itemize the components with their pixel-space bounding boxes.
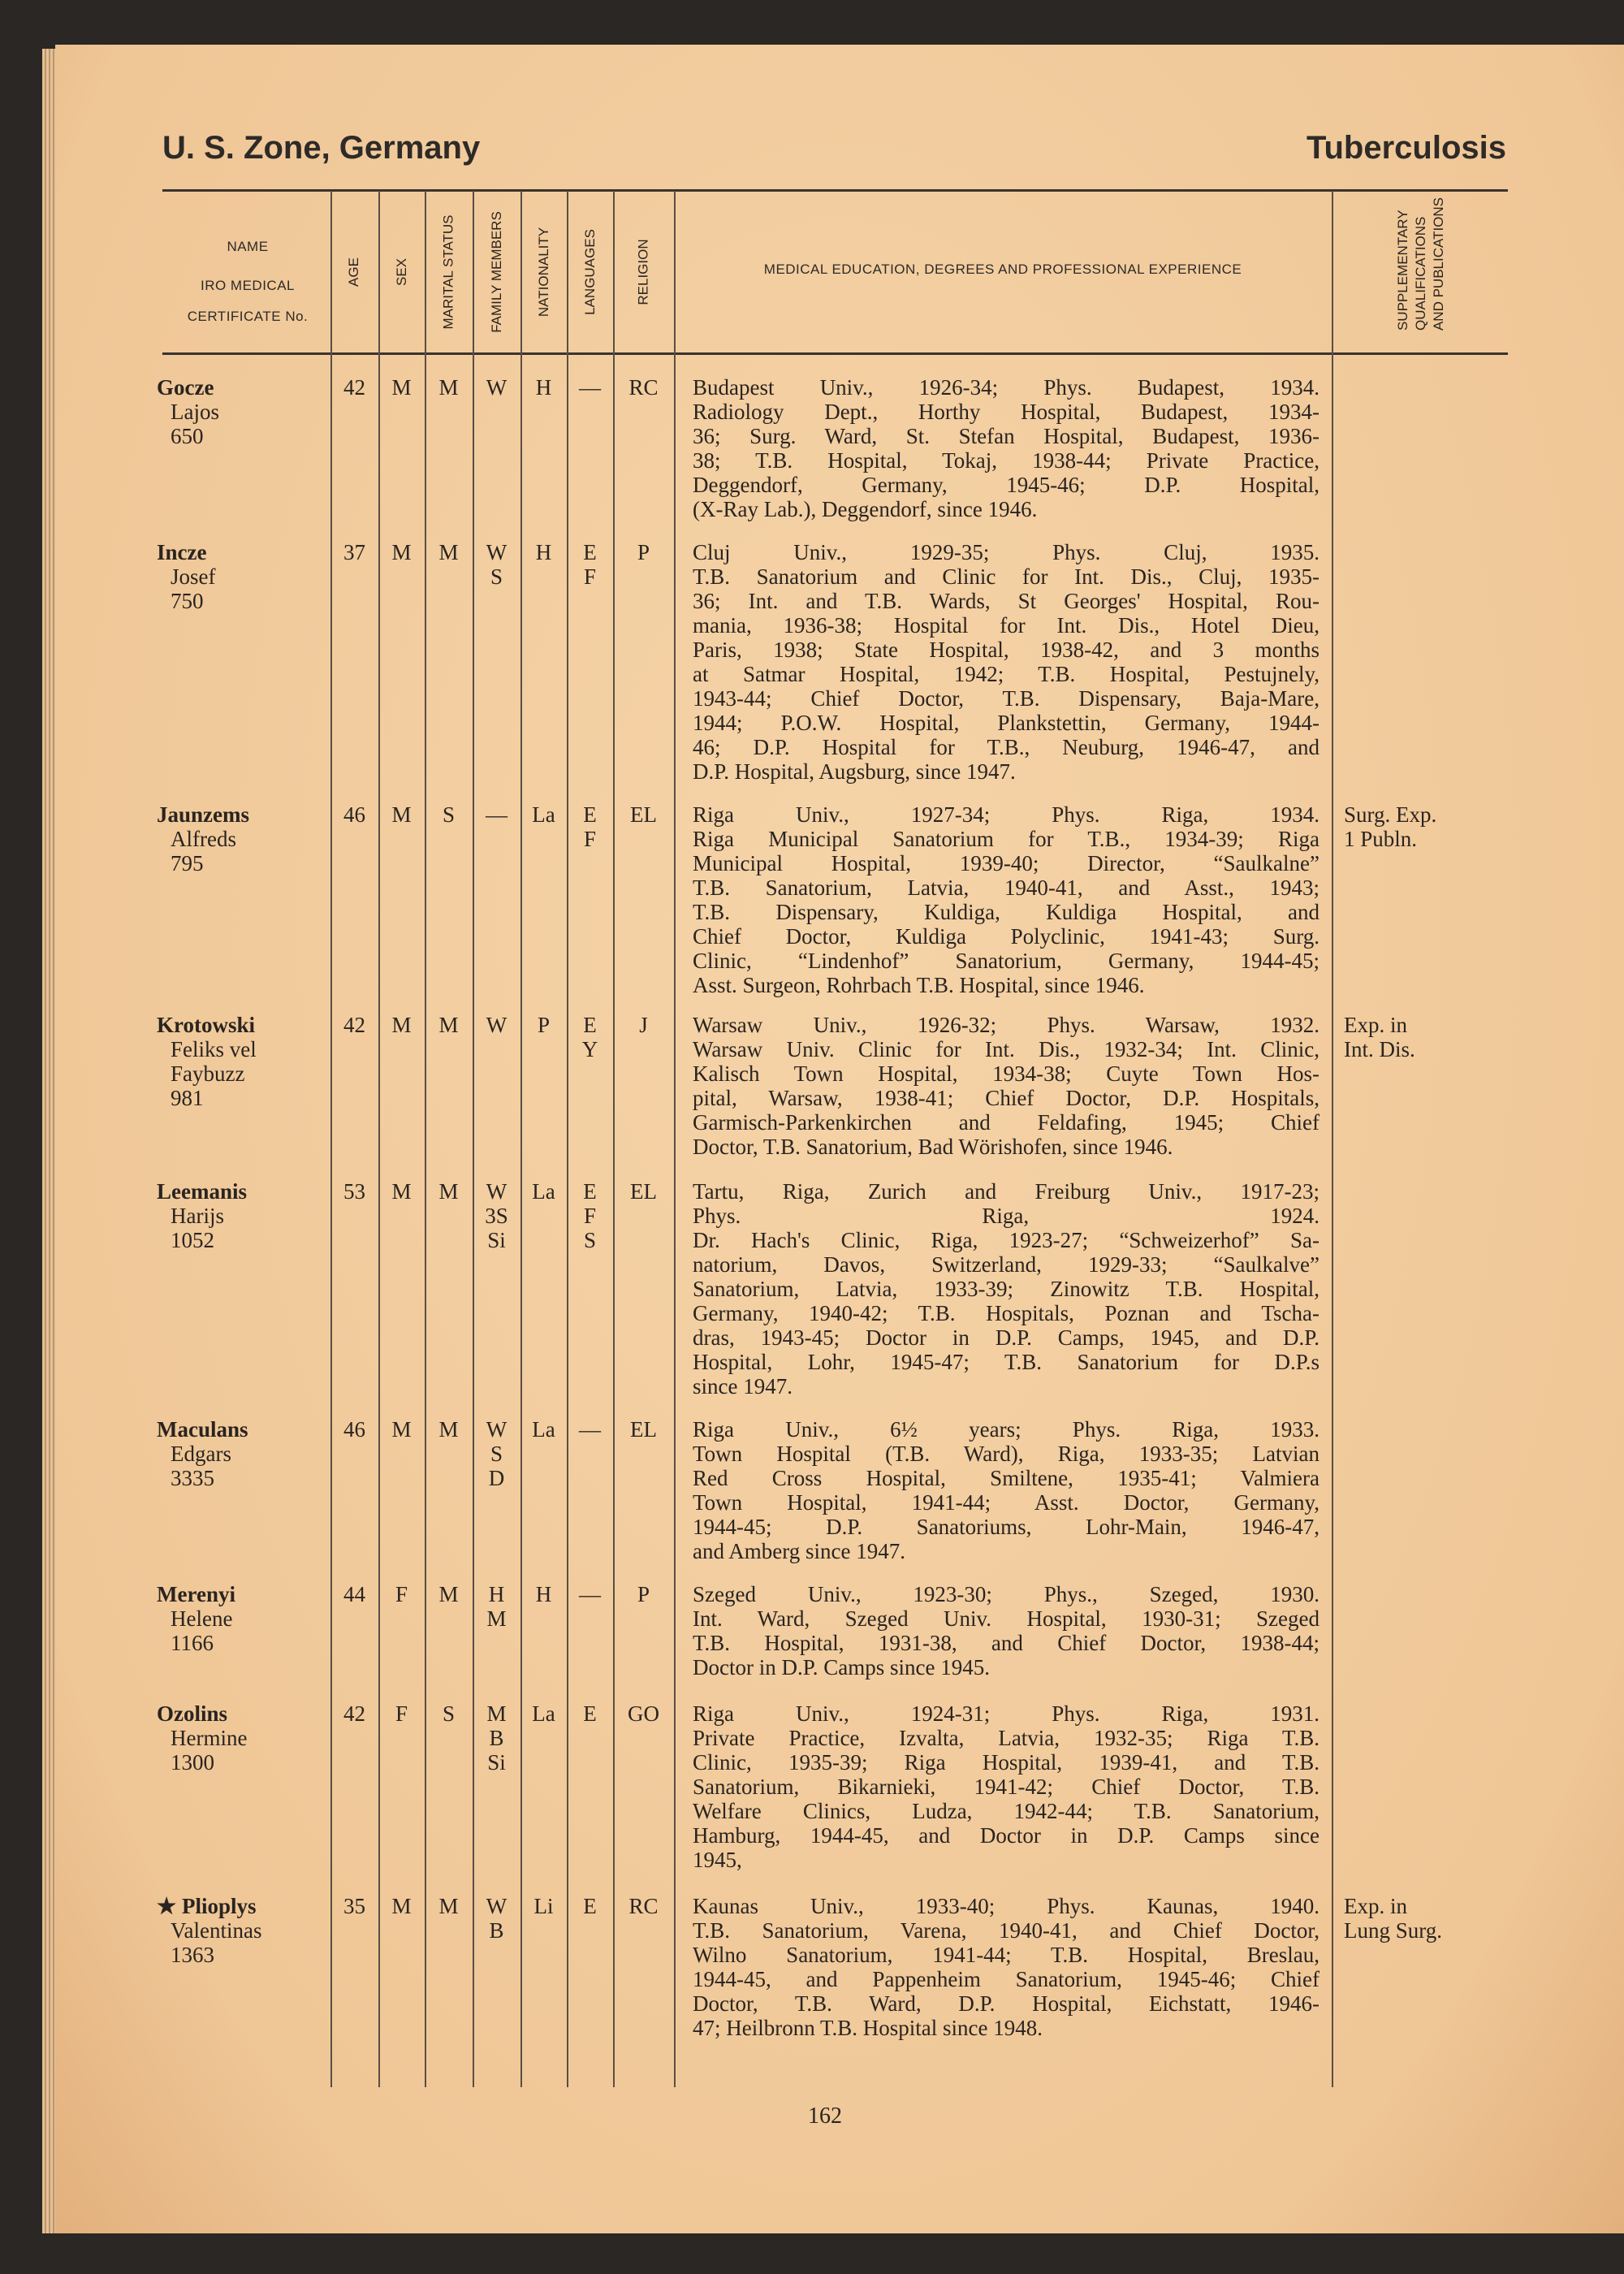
cell-age: 37 (343, 540, 365, 564)
doctor-name: Gocze Lajos 650 (157, 375, 219, 448)
supplementary-qualifications: Exp. in Lung Surg. (1344, 1894, 1443, 1943)
cell-marital: S (442, 1701, 456, 1726)
certificate-number: 981 (171, 1086, 204, 1110)
cell-marital: M (438, 1179, 459, 1204)
cell-nationality: H (535, 540, 552, 564)
experience-text: Tartu, Riga, Zurich and Freiburg Univ., 1917-23; Phys. Riga, 1924. Dr. Hach's Clinic, Riga, 1923-27; “Schweizerhof” Sa- natorium, Davos, Switzerland, 1929-33; “Saulkalve” Sanatorium, Latvia, 1933-39; Zinowitz T.B. Hospital, Germany, 1940-42; T.B. Hospitals, Poznan and Tscha- dras, 1943-45; Doctor in D.P. Camps, 1945, and D.P. Hospital, Lohr, 1945-47; T.B. Sanatorium for D.P.s since 1947. (693, 1179, 1320, 1399)
given-name: Alfreds (171, 827, 236, 851)
header-top-rule (162, 189, 1508, 192)
running-head-right: Tuberculosis (1307, 130, 1506, 166)
cell-sex: M (391, 1894, 412, 1918)
cell-languages: — (579, 1417, 601, 1442)
column-divider (520, 191, 522, 2087)
column-header-marital: MARITAL STATUS (441, 214, 457, 330)
cell-sex: F (395, 1701, 408, 1726)
cell-nationality: La (532, 1417, 555, 1442)
cell-religion: P (637, 1582, 650, 1606)
certificate-number: 795 (171, 851, 204, 875)
cell-sex: M (391, 802, 412, 827)
given-name: Lajos (171, 400, 219, 424)
cell-languages: — (579, 1582, 601, 1606)
page-number: 162 (808, 2103, 842, 2129)
column-header-supplementary: SUPPLEMENTARY QUALIFICATIONS AND PUBLICATIONS (1395, 197, 1446, 331)
cell-sex: M (391, 1417, 412, 1442)
column-divider (425, 191, 426, 2087)
doctor-name: Incze Josef 750 (157, 540, 216, 613)
cell-age: 46 (343, 1417, 365, 1442)
cell-sex: M (391, 540, 412, 564)
cell-family: H M (486, 1582, 507, 1631)
cell-marital: M (438, 1894, 459, 1918)
cell-languages: E Y (581, 1013, 598, 1061)
cell-sex: M (391, 1013, 412, 1037)
column-header-sex: SEX (394, 257, 409, 287)
cell-marital: M (438, 540, 459, 564)
column-divider (567, 191, 568, 2087)
given-name: Feliks vel (171, 1037, 257, 1061)
given-name: Edgars (171, 1442, 231, 1466)
cell-nationality: Li (533, 1894, 554, 1918)
cell-marital: M (438, 375, 459, 400)
name-label: NAME (227, 239, 269, 254)
cell-languages: E F (583, 540, 597, 589)
certificate-number: 1052 (171, 1228, 214, 1252)
cell-nationality: H (535, 375, 552, 400)
cell-age: 35 (343, 1894, 365, 1918)
cell-family: W (486, 375, 508, 400)
cell-nationality: P (537, 1013, 551, 1037)
given-name: Valentinas (171, 1918, 262, 1943)
cell-nationality: La (532, 1179, 555, 1204)
supplementary-qualifications: Exp. in Int. Dis. (1344, 1013, 1415, 1061)
column-header-languages: LANGUAGES (582, 229, 598, 315)
cell-nationality: La (532, 1701, 555, 1726)
cell-religion: GO (628, 1701, 659, 1726)
cell-religion: EL (630, 802, 657, 827)
cell-religion: J (639, 1013, 648, 1037)
column-header-nationality: NATIONALITY (536, 227, 552, 318)
given-name: Hermine (171, 1726, 248, 1750)
given-name: Faybuzz (171, 1061, 245, 1086)
cell-family: W 3S Si (485, 1179, 508, 1252)
cell-nationality: H (535, 1582, 552, 1606)
column-header-religion: RELIGION (636, 239, 651, 305)
given-name: Josef (171, 564, 216, 589)
doctor-name: Jaunzems Alfreds 795 (157, 802, 249, 875)
cell-languages: E F S (583, 1179, 597, 1252)
column-header-family: FAMILY MEMBERS (489, 211, 505, 333)
given-name: Helene (171, 1606, 233, 1631)
column-header-education: MEDICAL EDUCATION, DEGREES AND PROFESSIONAL EXPERIENCE (763, 262, 1242, 277)
experience-text: Kaunas Univ., 1933-40; Phys. Kaunas, 1940. T.B. Sanatorium, Varena, 1940-41, and Chief Doctor, Wilno Sanatorium, 1941-44; T.B. Hospital, Breslau, 1944-45, and Pappenheim Sanatorium, 1945-46; Chief Doctor, T.B. Ward, D.P. Hospital, Eichstatt, 1946- 47; Heilbronn T.B. Hospital since 1948. (693, 1894, 1320, 2040)
cell-religion: RC (628, 375, 659, 400)
cell-age: 44 (343, 1582, 365, 1606)
cell-family: — (486, 802, 508, 827)
cell-age: 46 (343, 802, 365, 827)
cell-sex: F (395, 1582, 408, 1606)
doctor-name: Krotowski Feliks vel Faybuzz 981 (157, 1013, 257, 1110)
doctor-name: Merenyi Helene 1166 (157, 1582, 235, 1655)
doctor-name: Maculans Edgars 3335 (157, 1417, 248, 1490)
column-divider (1332, 191, 1333, 2087)
cell-marital: M (438, 1417, 459, 1442)
iro-label: IRO MEDICAL (200, 278, 296, 293)
cell-religion: EL (630, 1417, 657, 1442)
column-divider (613, 191, 615, 2087)
cell-languages: — (579, 375, 601, 400)
cell-age: 53 (343, 1179, 365, 1204)
doctor-name: Ozolins Hermine 1300 (157, 1701, 248, 1775)
supplementary-qualifications: Surg. Exp. 1 Publn. (1344, 802, 1437, 851)
cell-age: 42 (343, 1013, 365, 1037)
cell-languages: E (583, 1894, 597, 1918)
column-divider (330, 191, 332, 2087)
cell-marital: S (442, 802, 456, 827)
column-header-name (175, 227, 321, 328)
cell-religion: P (637, 540, 650, 564)
column-header-age: AGE (346, 257, 361, 287)
column-divider (674, 191, 676, 2087)
cell-family: W S (486, 540, 508, 589)
certificate-number: 750 (171, 589, 204, 613)
cell-religion: EL (630, 1179, 657, 1204)
experience-text: Warsaw Univ., 1926-32; Phys. Warsaw, 1932. Warsaw Univ. Clinic for Int. Dis., 1932-34; Int. Clinic, Kalisch Town Hospital, 1934-38; Cuyte Town Hos- pital, Warsaw, 1938-41; Chief Doctor, D.P. Hospitals, Garmisch-Parkenkirchen and Feldafing, 1945; Chief Doctor, T.B. Sanatorium, Bad Wörishofen, since 1946. (693, 1013, 1320, 1159)
cell-age: 42 (343, 375, 365, 400)
cell-nationality: La (532, 802, 555, 827)
experience-text: Cluj Univ., 1929-35; Phys. Cluj, 1935. T.B. Sanatorium and Clinic for Int. Dis., Cluj, 1935- 36; Int. and T.B. Wards, St Georges' Hospital, Rou- mania, 1936-38; Hospital for Int. Dis., Hotel Dieu, Paris, 1938; State Hospital, 1938-42, and 3 months at Satmar Hospital, 1942; T.B. Hospital, Pestujnely, 1943-44; Chief Doctor, T.B. Dispensary, Baja-Mare, 1944; P.O.W. Hospital, Plankstettin, Germany, 1944- 46; D.P. Hospital for T.B., Neuburg, 1946-47, and D.P. Hospital, Augsburg, since 1947. (693, 540, 1320, 784)
cert-label: CERTIFICATE No. (187, 309, 309, 324)
cell-age: 42 (343, 1701, 365, 1726)
experience-text: Riga Univ., 6½ years; Phys. Riga, 1933. Town Hospital (T.B. Ward), Riga, 1933-35; Latvian Red Cross Hospital, Smiltene, 1935-41; Valmiera Town Hospital, 1941-44; Asst. Doctor, Germany, 1944-45; D.P. Sanatoriums, Lohr-Main, 1946-47, and Amberg since 1947. (693, 1417, 1320, 1563)
experience-text: Riga Univ., 1927-34; Phys. Riga, 1934. Riga Municipal Sanatorium for T.B., 1934-39; Riga Municipal Hospital, 1939-40; Director, “Saulkalne” T.B. Sanatorium, Latvia, 1940-41, and Asst., 1943; T.B. Dispensary, Kuldiga, Kuldiga Hospital, and Chief Doctor, Kuldiga Polyclinic, 1941-43; Surg. Clinic, “Lindenhof” Sanatorium, Germany, 1944-45; Asst. Surgeon, Rohrbach T.B. Hospital, since 1946. (693, 802, 1320, 997)
cell-religion: RC (628, 1894, 659, 1918)
cell-family: M B Si (486, 1701, 507, 1775)
experience-text: Riga Univ., 1924-31; Phys. Riga, 1931. Private Practice, Izvalta, Latvia, 1932-35; Riga T.B. Clinic, 1935-39; Riga Hospital, 1939-41, and T.B. Sanatorium, Bikarnieki, 1941-42; Chief Doctor, T.B. Welfare Clinics, Ludza, 1942-44; T.B. Sanatorium, Hamburg, 1944-45, and Doctor in D.P. Camps since 1945, (693, 1701, 1320, 1872)
cell-marital: M (438, 1013, 459, 1037)
experience-text: Budapest Univ., 1926-34; Phys. Budapest, 1934. Radiology Dept., Horthy Hospital, Budapest, 1934- 36; Surg. Ward, St. Stefan Hospital, Budapest, 1936- 38; T.B. Hospital, Tokaj, 1938-44; Private Practice, Deggendorf, Germany, 1945-46; D.P. Hospital, (X-Ray Lab.), Deggendorf, since 1946. (693, 375, 1320, 521)
cell-languages: E F (583, 802, 597, 851)
column-divider (473, 191, 474, 2087)
running-head-left: U. S. Zone, Germany (162, 130, 481, 166)
cell-sex: M (391, 375, 412, 400)
cell-family: W B (486, 1894, 508, 1943)
cell-family: W S D (486, 1417, 508, 1490)
doctor-name: Leemanis Harijs 1052 (157, 1179, 247, 1252)
cell-languages: E (583, 1701, 597, 1726)
given-name: Harijs (171, 1204, 224, 1228)
certificate-number: 1363 (171, 1943, 214, 1967)
cell-family: W (486, 1013, 508, 1037)
experience-text: Szeged Univ., 1923-30; Phys., Szeged, 1930. Int. Ward, Szeged Univ. Hospital, 1930-31; Szeged T.B. Hospital, 1931-38, and Chief Doctor, 1938-44; Doctor in D.P. Camps since 1945. (693, 1582, 1320, 1680)
doctor-name: ★ Plioplys Valentinas 1363 (157, 1894, 262, 1967)
certificate-number: 3335 (171, 1466, 214, 1490)
column-divider (378, 191, 380, 2087)
cell-marital: M (438, 1582, 459, 1606)
cell-sex: M (391, 1179, 412, 1204)
certificate-number: 650 (171, 424, 204, 448)
certificate-number: 1166 (171, 1631, 214, 1655)
header-bottom-rule (162, 352, 1508, 355)
certificate-number: 1300 (171, 1750, 214, 1775)
